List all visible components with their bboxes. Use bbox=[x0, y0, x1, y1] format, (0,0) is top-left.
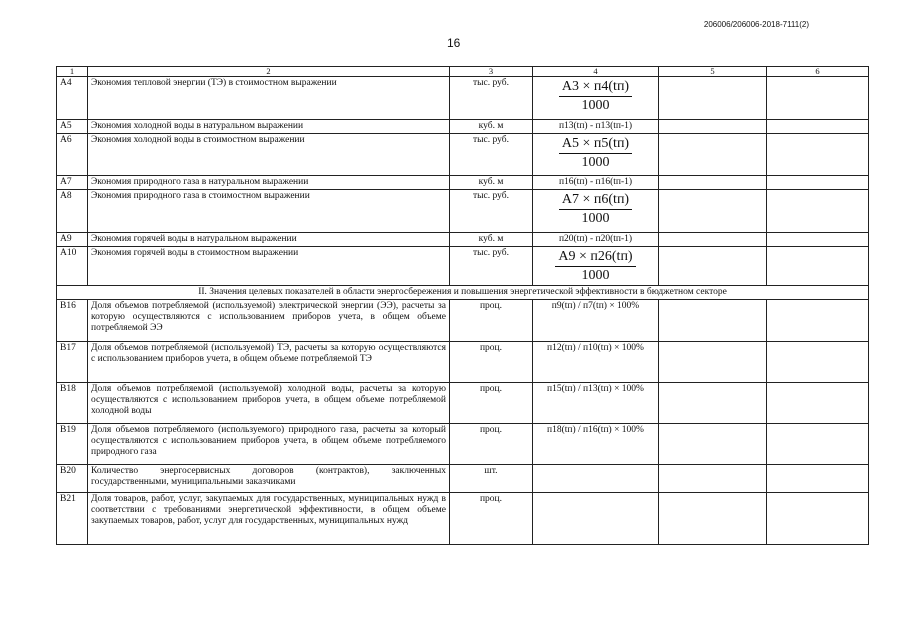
value-cell bbox=[767, 134, 869, 176]
formula-cell: п20(tп) - п20(tп-1) bbox=[533, 233, 659, 247]
value-cell bbox=[767, 383, 869, 424]
formula-denominator: 1000 bbox=[581, 268, 610, 283]
value-cell bbox=[659, 465, 767, 493]
unit-cell: проц. bbox=[450, 424, 533, 465]
row-code: B16 bbox=[57, 300, 88, 342]
column-number: 1 bbox=[57, 67, 88, 77]
unit-cell: тыс. руб. bbox=[450, 77, 533, 120]
formula-cell bbox=[533, 77, 659, 120]
indicator-name: Доля объемов потребляемой (используемой) холодной воды, расчеты за которую осуществляются с использованием приборов учета, в общем объеме потребляемой холодной воды bbox=[88, 383, 450, 424]
column-number-row bbox=[57, 67, 869, 77]
value-cell bbox=[659, 77, 767, 120]
formula-cell bbox=[533, 493, 659, 545]
unit-cell: проц. bbox=[450, 383, 533, 424]
indicator-name: Экономия горячей воды в натуральном выражении bbox=[88, 233, 450, 247]
formula-cell: п15(tп) / п13(tп) × 100% bbox=[533, 383, 659, 424]
row-code: B20 bbox=[57, 465, 88, 493]
formula-numerator: А7 × п6(tп) bbox=[559, 192, 632, 210]
formula-cell bbox=[533, 190, 659, 233]
row-code: B17 bbox=[57, 342, 88, 383]
indicator-name: Экономия тепловой энергии (ТЭ) в стоимостном выражении bbox=[88, 77, 450, 120]
table-row bbox=[57, 465, 869, 493]
formula-numerator: А5 × п5(tп) bbox=[559, 136, 632, 154]
value-cell bbox=[659, 493, 767, 545]
indicator-name: Количество энергосервисных договоров (контрактов), заключенных государственными, муниципальными заказчиками bbox=[88, 465, 450, 493]
indicator-table bbox=[56, 66, 869, 545]
unit-cell: куб. м bbox=[450, 233, 533, 247]
formula-fraction bbox=[559, 79, 632, 114]
table-row bbox=[57, 120, 869, 134]
formula-cell bbox=[533, 247, 659, 286]
value-cell bbox=[767, 300, 869, 342]
row-code: A6 bbox=[57, 134, 88, 176]
table-row bbox=[57, 233, 869, 247]
formula-fraction bbox=[559, 136, 632, 171]
page-number: 16 bbox=[447, 36, 461, 50]
indicator-name: Экономия горячей воды в стоимостном выражении bbox=[88, 247, 450, 286]
table-row bbox=[57, 176, 869, 190]
table-row bbox=[57, 77, 869, 120]
value-cell bbox=[767, 493, 869, 545]
unit-cell: проц. bbox=[450, 300, 533, 342]
formula-fraction bbox=[555, 249, 635, 284]
value-cell bbox=[659, 176, 767, 190]
unit-cell: тыс. руб. bbox=[450, 134, 533, 176]
indicator-name: Экономия холодной воды в натуральном выражении bbox=[88, 120, 450, 134]
row-code: B21 bbox=[57, 493, 88, 545]
row-code: A4 bbox=[57, 77, 88, 120]
section-row bbox=[57, 286, 869, 300]
value-cell bbox=[767, 465, 869, 493]
table-row bbox=[57, 342, 869, 383]
row-code: A7 bbox=[57, 176, 88, 190]
value-cell bbox=[767, 120, 869, 134]
formula-denominator: 1000 bbox=[581, 211, 610, 226]
row-code: A9 bbox=[57, 233, 88, 247]
value-cell bbox=[659, 383, 767, 424]
indicator-name: Экономия природного газа в натуральном выражении bbox=[88, 176, 450, 190]
row-code: A8 bbox=[57, 190, 88, 233]
section-title: II. Значения целевых показателей в области энергосбережения и повышения энергетической эффективности в бюджетном секторе bbox=[57, 286, 869, 300]
table-row bbox=[57, 383, 869, 424]
formula-cell: п13(tп) - п13(tп-1) bbox=[533, 120, 659, 134]
formula-cell: п9(tп) / п7(tп) × 100% bbox=[533, 300, 659, 342]
value-cell bbox=[659, 190, 767, 233]
value-cell bbox=[659, 424, 767, 465]
value-cell bbox=[659, 247, 767, 286]
value-cell bbox=[659, 120, 767, 134]
unit-cell: проц. bbox=[450, 342, 533, 383]
value-cell bbox=[767, 176, 869, 190]
value-cell bbox=[767, 247, 869, 286]
unit-cell: тыс. руб. bbox=[450, 247, 533, 286]
formula-numerator: А3 × п4(tп) bbox=[559, 79, 632, 97]
value-cell bbox=[767, 233, 869, 247]
unit-cell: проц. bbox=[450, 493, 533, 545]
indicator-name: Доля объемов потребляемой (используемой) ТЭ, расчеты за которую осуществляются с использованием приборов учета, в общем объеме потребляемой ТЭ bbox=[88, 342, 450, 383]
value-cell bbox=[659, 233, 767, 247]
row-code: A5 bbox=[57, 120, 88, 134]
value-cell bbox=[767, 190, 869, 233]
value-cell bbox=[659, 300, 767, 342]
column-number: 4 bbox=[533, 67, 659, 77]
formula-fraction bbox=[559, 192, 632, 227]
column-number: 6 bbox=[767, 67, 869, 77]
row-code: B19 bbox=[57, 424, 88, 465]
indicator-name: Доля объемов потребляемого (используемого) природного газа, расчеты за который осуществляются с использованием приборов учета, в общем объеме потребляемого природного газа bbox=[88, 424, 450, 465]
value-cell bbox=[767, 342, 869, 383]
indicator-name: Доля товаров, работ, услуг, закупаемых для государственных, муниципальных нужд в соответствии с требованиями энергетической эффективности, в общем объеме закупаемых товаров, работ, услуг для государственных, муниципальных нужд bbox=[88, 493, 450, 545]
unit-cell: тыс. руб. bbox=[450, 190, 533, 233]
table-row bbox=[57, 493, 869, 545]
formula-numerator: А9 × п26(tп) bbox=[555, 249, 635, 267]
document-id: 206006/206006-2018-7111(2) bbox=[703, 20, 809, 29]
column-number: 5 bbox=[659, 67, 767, 77]
column-number: 3 bbox=[450, 67, 533, 77]
value-cell bbox=[767, 424, 869, 465]
row-code: B18 bbox=[57, 383, 88, 424]
formula-cell bbox=[533, 134, 659, 176]
column-number: 2 bbox=[88, 67, 450, 77]
unit-cell: куб. м bbox=[450, 120, 533, 134]
indicator-name: Экономия природного газа в стоимостном выражении bbox=[88, 190, 450, 233]
table-row bbox=[57, 424, 869, 465]
value-cell bbox=[767, 77, 869, 120]
table-row bbox=[57, 300, 869, 342]
formula-denominator: 1000 bbox=[581, 98, 610, 113]
table-row bbox=[57, 190, 869, 233]
indicator-name: Экономия холодной воды в стоимостном выражении bbox=[88, 134, 450, 176]
formula-cell: п18(tп) / п16(tп) × 100% bbox=[533, 424, 659, 465]
table-row bbox=[57, 134, 869, 176]
row-code: A10 bbox=[57, 247, 88, 286]
value-cell bbox=[659, 342, 767, 383]
formula-cell bbox=[533, 465, 659, 493]
unit-cell: куб. м bbox=[450, 176, 533, 190]
formula-cell: п12(tп) / п10(tп) × 100% bbox=[533, 342, 659, 383]
indicator-name: Доля объемов потребляемой (используемой) электрической энергии (ЭЭ), расчеты за которую осуществляются с использованием приборов учета, в общем объеме потребляемой ЭЭ bbox=[88, 300, 450, 342]
unit-cell: шт. bbox=[450, 465, 533, 493]
formula-cell: п16(tп) - п16(tп-1) bbox=[533, 176, 659, 190]
value-cell bbox=[659, 134, 767, 176]
table-row bbox=[57, 247, 869, 286]
formula-denominator: 1000 bbox=[581, 155, 610, 170]
